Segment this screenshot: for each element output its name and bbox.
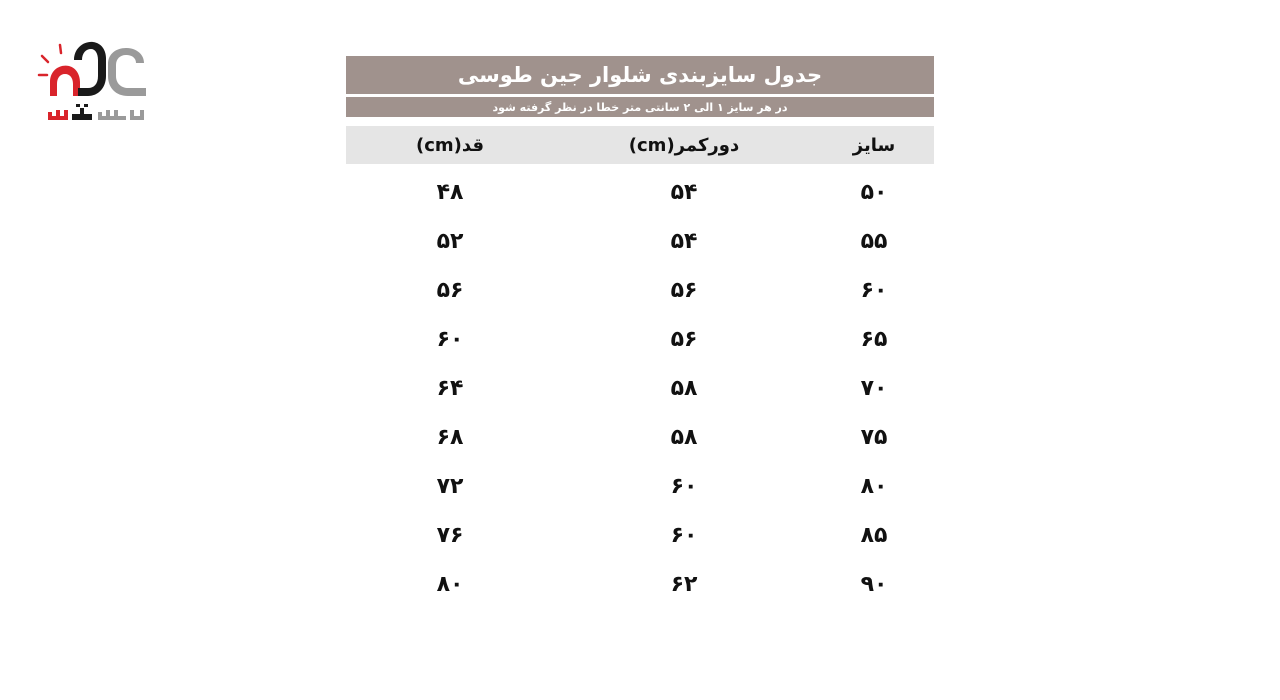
cell-size: ۷۰ bbox=[860, 376, 888, 401]
cell-length: ۷۶ bbox=[436, 523, 464, 548]
logo-black-dot bbox=[82, 60, 96, 74]
cell-size: ۸۵ bbox=[860, 523, 888, 548]
cell-length: ۵۲ bbox=[436, 229, 464, 254]
cell-waist: ۵۴ bbox=[670, 229, 698, 254]
cell-size: ۸۰ bbox=[860, 474, 888, 499]
cell-waist: ۶۲ bbox=[670, 572, 698, 597]
cell-length: ۸۰ bbox=[436, 572, 464, 597]
size-table bbox=[346, 126, 934, 609]
brand-logo bbox=[36, 36, 154, 130]
cell-waist: ۵۸ bbox=[670, 425, 698, 450]
header-waist: دورکمر(cm) bbox=[628, 134, 740, 156]
table-row bbox=[346, 164, 934, 217]
logo-wordmark bbox=[48, 104, 144, 120]
table-row bbox=[346, 315, 934, 364]
table-row bbox=[346, 266, 934, 315]
table-header bbox=[346, 126, 934, 164]
table-row bbox=[346, 511, 934, 560]
logo-gray-shape bbox=[108, 48, 146, 96]
cell-length: ۶۰ bbox=[436, 327, 464, 352]
header-length: قد(cm) bbox=[415, 134, 485, 156]
cell-size: ۶۰ bbox=[860, 278, 888, 303]
logo-red-shape bbox=[50, 66, 80, 96]
cell-length: ۴۸ bbox=[436, 180, 464, 205]
header-size: سایز bbox=[852, 134, 896, 156]
cell-waist: ۵۴ bbox=[670, 180, 698, 205]
chart-title: جدول سایزبندی شلوار جین طوسی bbox=[346, 56, 934, 94]
cell-waist: ۵۶ bbox=[670, 278, 698, 303]
cell-length: ۷۲ bbox=[436, 474, 464, 499]
cell-waist: ۶۰ bbox=[670, 523, 698, 548]
cell-size: ۵۵ bbox=[860, 229, 888, 254]
cell-waist: ۵۸ bbox=[670, 376, 698, 401]
cell-size: ۵۰ bbox=[860, 180, 888, 205]
cell-waist: ۵۶ bbox=[670, 327, 698, 352]
cell-size: ۶۵ bbox=[860, 327, 888, 352]
table-row bbox=[346, 364, 934, 413]
table-body bbox=[346, 164, 934, 609]
cell-length: ۶۴ bbox=[436, 376, 464, 401]
table-row bbox=[346, 413, 934, 462]
table-row bbox=[346, 560, 934, 609]
cell-size: ۹۰ bbox=[860, 572, 888, 597]
cell-length: ۶۸ bbox=[436, 425, 464, 450]
size-chart bbox=[346, 56, 934, 609]
cell-size: ۷۵ bbox=[860, 425, 888, 450]
tolerance-note: در هر سایز ۱ الی ۲ سانتی متر خطا در نظر گرفته شود bbox=[346, 97, 934, 117]
table-row bbox=[346, 462, 934, 511]
cell-length: ۵۶ bbox=[436, 278, 464, 303]
header-row bbox=[346, 126, 934, 164]
table-row bbox=[346, 217, 934, 266]
cell-waist: ۶۰ bbox=[670, 474, 698, 499]
